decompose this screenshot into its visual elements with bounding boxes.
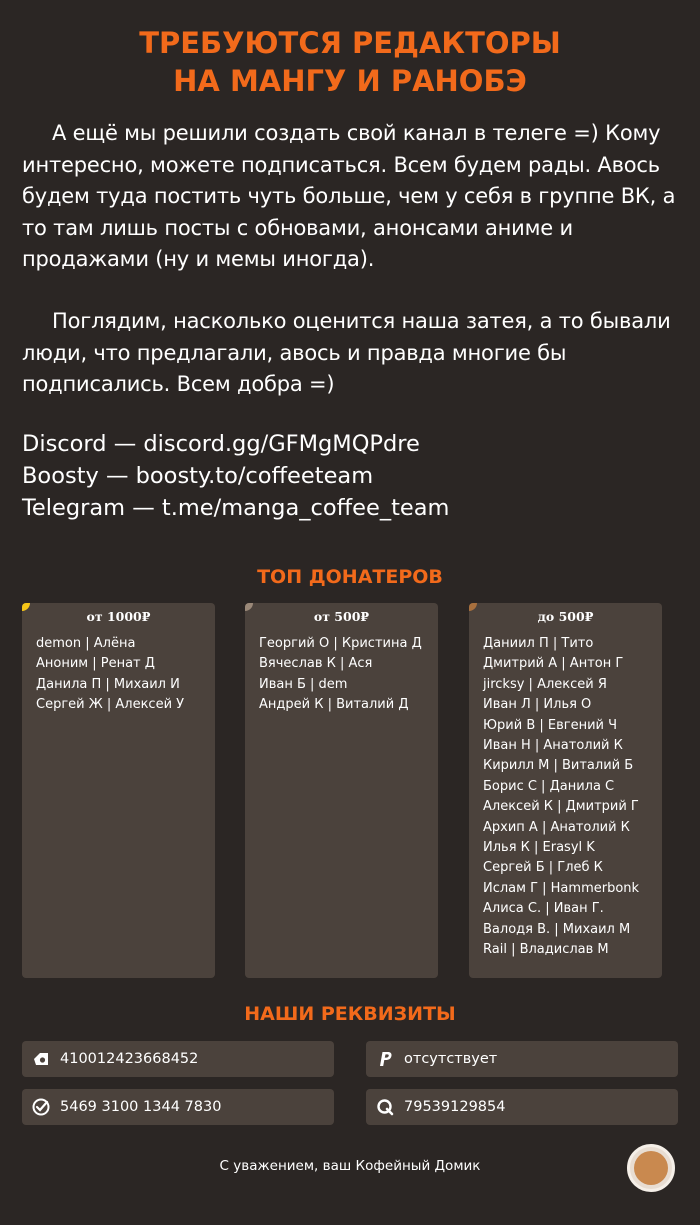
donor-row: Сергей Ж | Алексей У <box>36 697 185 713</box>
yoomoney-icon <box>32 1050 50 1068</box>
title-line-1: ТРЕБУЮТСЯ РЕДАКТОРЫ <box>139 26 561 60</box>
donor-row: Архип А | Анатолий К <box>483 819 630 835</box>
donor-row: Иван Н | Анатолий К <box>483 738 623 754</box>
donor-list <box>245 634 438 716</box>
donor-row: Данила П | Михаил И <box>36 676 180 692</box>
donor-row: Юрий В | Евгений Ч <box>483 717 618 733</box>
donor-row: Ислам Г | Hammerbonk <box>483 880 640 896</box>
donor-tier-label: до 500₽ <box>537 609 594 624</box>
sber-value: 5469 3100 1344 7830 <box>60 1099 222 1115</box>
telegram-link[interactable]: Telegram — t.me/manga_coffee_team <box>22 495 450 521</box>
yoomoney-value: 410012423668452 <box>60 1051 199 1067</box>
donor-row: Rail | Владислав М <box>483 942 609 958</box>
paragraph-2-text: Поглядим, насколько оценится наша затея, а то бывали люди, что предлагали, авось и правда многие бы подписались. Всем добра =) <box>22 309 671 396</box>
donor-row: Иван Б | dem <box>259 676 348 692</box>
donor-tier-under-500 <box>469 603 662 978</box>
page-title <box>0 24 700 100</box>
donor-tier-label: от 1000₽ <box>86 609 151 624</box>
title-line-2: НА МАНГУ И РАНОБЭ <box>173 64 527 98</box>
requisites-title: НАШИ РЕКВИЗИТЫ <box>244 1003 456 1025</box>
donor-row: demon | Алёна <box>36 636 136 651</box>
donor-row: Аноним | Ренат Д <box>36 656 155 672</box>
coffee-house-logo-icon <box>627 1144 675 1192</box>
paragraph-2 <box>22 306 682 401</box>
donor-tier-500 <box>245 603 438 978</box>
paypal-requisite[interactable] <box>366 1041 678 1077</box>
qiwi-value: 79539129854 <box>404 1099 506 1115</box>
qiwi-requisite[interactable] <box>366 1089 678 1125</box>
donor-row: Алексей К | Дмитрий Г <box>483 799 639 815</box>
donor-row: Вячеслав К | Ася <box>259 656 373 672</box>
donor-row: Валодя В. | Михаил М <box>483 921 631 937</box>
sberbank-icon <box>32 1098 50 1116</box>
paypal-value: отсутствует <box>404 1051 498 1067</box>
paragraph-1 <box>22 118 682 276</box>
footer-signature: С уважением, ваш Кофейный Домик <box>219 1158 481 1174</box>
top-donors-title: ТОП ДОНАТЕРОВ <box>257 566 443 588</box>
donor-row: Сергей Б | Глеб К <box>483 860 603 876</box>
donor-tier-label: от 500₽ <box>313 609 370 624</box>
paypal-icon <box>376 1050 394 1068</box>
paragraph-1-text: А ещё мы решили создать свой канал в телеге =) Кому интересно, можете подписаться. Всем будем рады. Авось будем туда постить чуть больше, чем у себя в группе ВК, а то там лишь посты с обновами, анонсами аниме и продажами (ну и мемы иногда). <box>22 121 676 271</box>
donor-list <box>469 634 662 961</box>
donor-row: Алиса С. | Иван Г. <box>483 901 604 917</box>
qiwi-icon <box>376 1098 394 1116</box>
donor-tier-1000 <box>22 603 215 978</box>
donor-row: Кирилл М | Виталий Б <box>483 758 634 774</box>
donor-row: Даниил П | Тито <box>483 636 594 651</box>
sber-requisite[interactable] <box>22 1089 334 1125</box>
donor-row: Андрей К | Виталий Д <box>259 697 409 713</box>
donor-row: Илья К | Erasyl K <box>483 840 595 856</box>
donor-row: jircksy | Алексей Я <box>483 676 607 692</box>
donor-list <box>22 634 215 716</box>
donor-row: Иван Л | Илья О <box>483 697 592 713</box>
yoomoney-requisite[interactable] <box>22 1041 334 1077</box>
discord-link[interactable]: Discord — discord.gg/GFMgMQPdre <box>22 431 420 457</box>
donor-row: Георгий О | Кристина Д <box>259 636 422 651</box>
donor-row: Дмитрий А | Антон Г <box>483 656 624 672</box>
logo-inner <box>634 1151 668 1185</box>
boosty-link[interactable]: Boosty — boosty.to/coffeeteam <box>22 463 374 489</box>
links-list <box>22 428 682 524</box>
donor-row: Борис С | Данила С <box>483 778 615 794</box>
